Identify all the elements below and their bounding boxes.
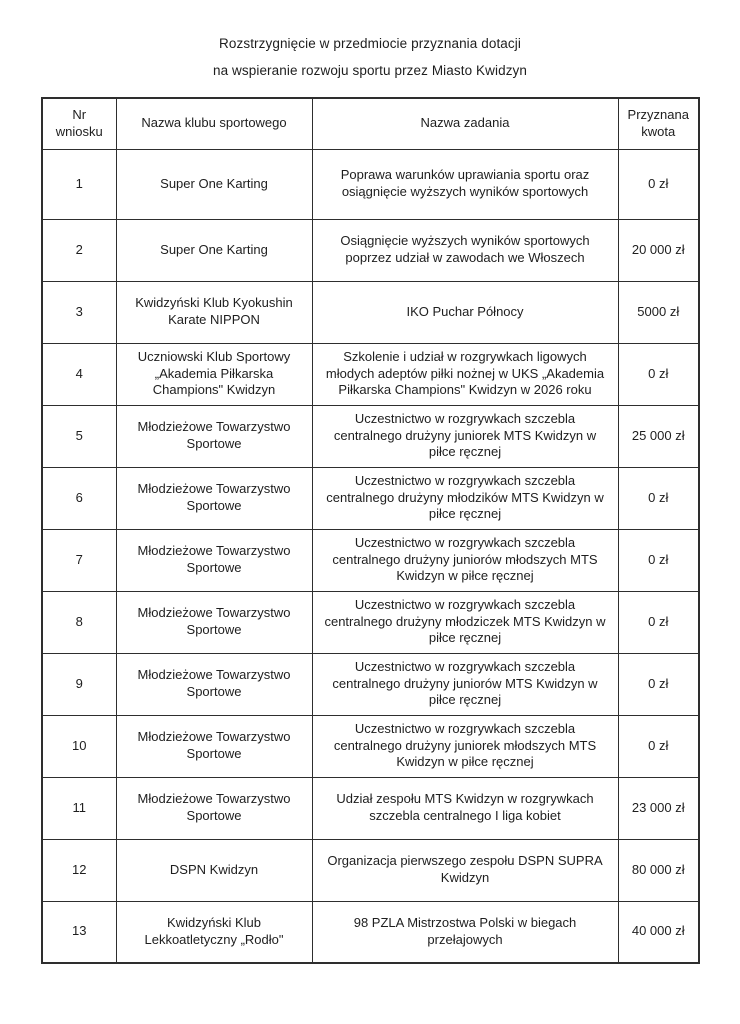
task-name-cell: Osiągnięcie wyższych wyników sportowych poprzez udział w zawodach we Włoszech [312, 219, 618, 281]
row-number-cell: 13 [42, 901, 116, 963]
club-name-cell: Młodzieżowe Towarzystwo Sportowe [116, 467, 312, 529]
club-name-cell: Super One Karting [116, 219, 312, 281]
task-name-cell: 98 PZLA Mistrzostwa Polski w biegach przełajowych [312, 901, 618, 963]
header-nr-wniosku: Nr wniosku [42, 98, 116, 149]
table-header-row [42, 98, 699, 149]
amount-cell: 5000 zł [618, 281, 699, 343]
table-row [42, 839, 699, 901]
row-number-cell: 7 [42, 529, 116, 591]
amount-cell: 0 zł [618, 715, 699, 777]
amount-cell: 20 000 zł [618, 219, 699, 281]
amount-cell: 0 zł [618, 343, 699, 405]
club-name-cell: Młodzieżowe Towarzystwo Sportowe [116, 653, 312, 715]
table-row [42, 405, 699, 467]
grants-table [41, 97, 700, 964]
table-row [42, 777, 699, 839]
task-name-cell: Uczestnictwo w rozgrywkach szczebla centralnego drużyny juniorów młodszych MTS Kwidzyn w piłce ręcznej [312, 529, 618, 591]
task-name-cell: Organizacja pierwszego zespołu DSPN SUPRA Kwidzyn [312, 839, 618, 901]
table-row [42, 591, 699, 653]
title-line-2: na wspieranie rozwoju sportu przez Miasto Kwidzyn [212, 62, 528, 78]
table-row [42, 901, 699, 963]
club-name-cell: Młodzieżowe Towarzystwo Sportowe [116, 529, 312, 591]
table-row [42, 281, 699, 343]
task-name-cell: Uczestnictwo w rozgrywkach szczebla centralnego drużyny juniorek młodszych MTS Kwidzyn w piłce ręcznej [312, 715, 618, 777]
amount-cell: 0 zł [618, 529, 699, 591]
row-number-cell: 12 [42, 839, 116, 901]
header-nazwa-klubu: Nazwa klubu sportowego [116, 98, 312, 149]
table-body [42, 149, 699, 963]
row-number-cell: 3 [42, 281, 116, 343]
row-number-cell: 6 [42, 467, 116, 529]
club-name-cell: Uczniowski Klub Sportowy „Akademia Piłkarska Champions" Kwidzyn [116, 343, 312, 405]
task-name-cell: IKO Puchar Północy [312, 281, 618, 343]
club-name-cell: Młodzieżowe Towarzystwo Sportowe [116, 777, 312, 839]
amount-cell: 25 000 zł [618, 405, 699, 467]
amount-cell: 40 000 zł [618, 901, 699, 963]
row-number-cell: 5 [42, 405, 116, 467]
row-number-cell: 2 [42, 219, 116, 281]
table-row [42, 653, 699, 715]
row-number-cell: 9 [42, 653, 116, 715]
task-name-cell: Uczestnictwo w rozgrywkach szczebla centralnego drużyny juniorów MTS Kwidzyn w piłce ręcznej [312, 653, 618, 715]
document-title [0, 0, 740, 77]
club-name-cell: DSPN Kwidzyn [116, 839, 312, 901]
club-name-cell: Kwidzyński Klub Kyokushin Karate NIPPON [116, 281, 312, 343]
row-number-cell: 1 [42, 149, 116, 219]
table-row [42, 343, 699, 405]
club-name-cell: Młodzieżowe Towarzystwo Sportowe [116, 715, 312, 777]
task-name-cell: Uczestnictwo w rozgrywkach szczebla centralnego drużyny młodziczek MTS Kwidzyn w piłce ręcznej [312, 591, 618, 653]
task-name-cell: Poprawa warunków uprawiania sportu oraz osiągnięcie wyższych wyników sportowych [312, 149, 618, 219]
table-row [42, 219, 699, 281]
table-row [42, 529, 699, 591]
amount-cell: 0 zł [618, 149, 699, 219]
row-number-cell: 4 [42, 343, 116, 405]
amount-cell: 23 000 zł [618, 777, 699, 839]
row-number-cell: 8 [42, 591, 116, 653]
table-row [42, 467, 699, 529]
row-number-cell: 11 [42, 777, 116, 839]
task-name-cell: Udział zespołu MTS Kwidzyn w rozgrywkach szczebla centralnego I liga kobiet [312, 777, 618, 839]
club-name-cell: Młodzieżowe Towarzystwo Sportowe [116, 591, 312, 653]
table-row [42, 715, 699, 777]
club-name-cell: Kwidzyński Klub Lekkoatletyczny „Rodło" [116, 901, 312, 963]
amount-cell: 80 000 zł [618, 839, 699, 901]
task-name-cell: Uczestnictwo w rozgrywkach szczebla centralnego drużyny młodzików MTS Kwidzyn w piłce ręcznej [312, 467, 618, 529]
header-przyznana-kwota: Przyznana kwota [618, 98, 699, 149]
amount-cell: 0 zł [618, 653, 699, 715]
task-name-cell: Szkolenie i udział w rozgrywkach ligowych młodych adeptów piłki nożnej w UKS „Akademia Piłkarska Champions" Kwidzyn w 2026 roku [312, 343, 618, 405]
amount-cell: 0 zł [618, 591, 699, 653]
header-nazwa-zadania: Nazwa zadania [312, 98, 618, 149]
table-row [42, 149, 699, 219]
amount-cell: 0 zł [618, 467, 699, 529]
row-number-cell: 10 [42, 715, 116, 777]
club-name-cell: Super One Karting [116, 149, 312, 219]
title-line-1: Rozstrzygnięcie w przedmiocie przyznania dotacji [219, 36, 521, 51]
task-name-cell: Uczestnictwo w rozgrywkach szczebla centralnego drużyny juniorek MTS Kwidzyn w piłce ręcznej [312, 405, 618, 467]
club-name-cell: Młodzieżowe Towarzystwo Sportowe [116, 405, 312, 467]
